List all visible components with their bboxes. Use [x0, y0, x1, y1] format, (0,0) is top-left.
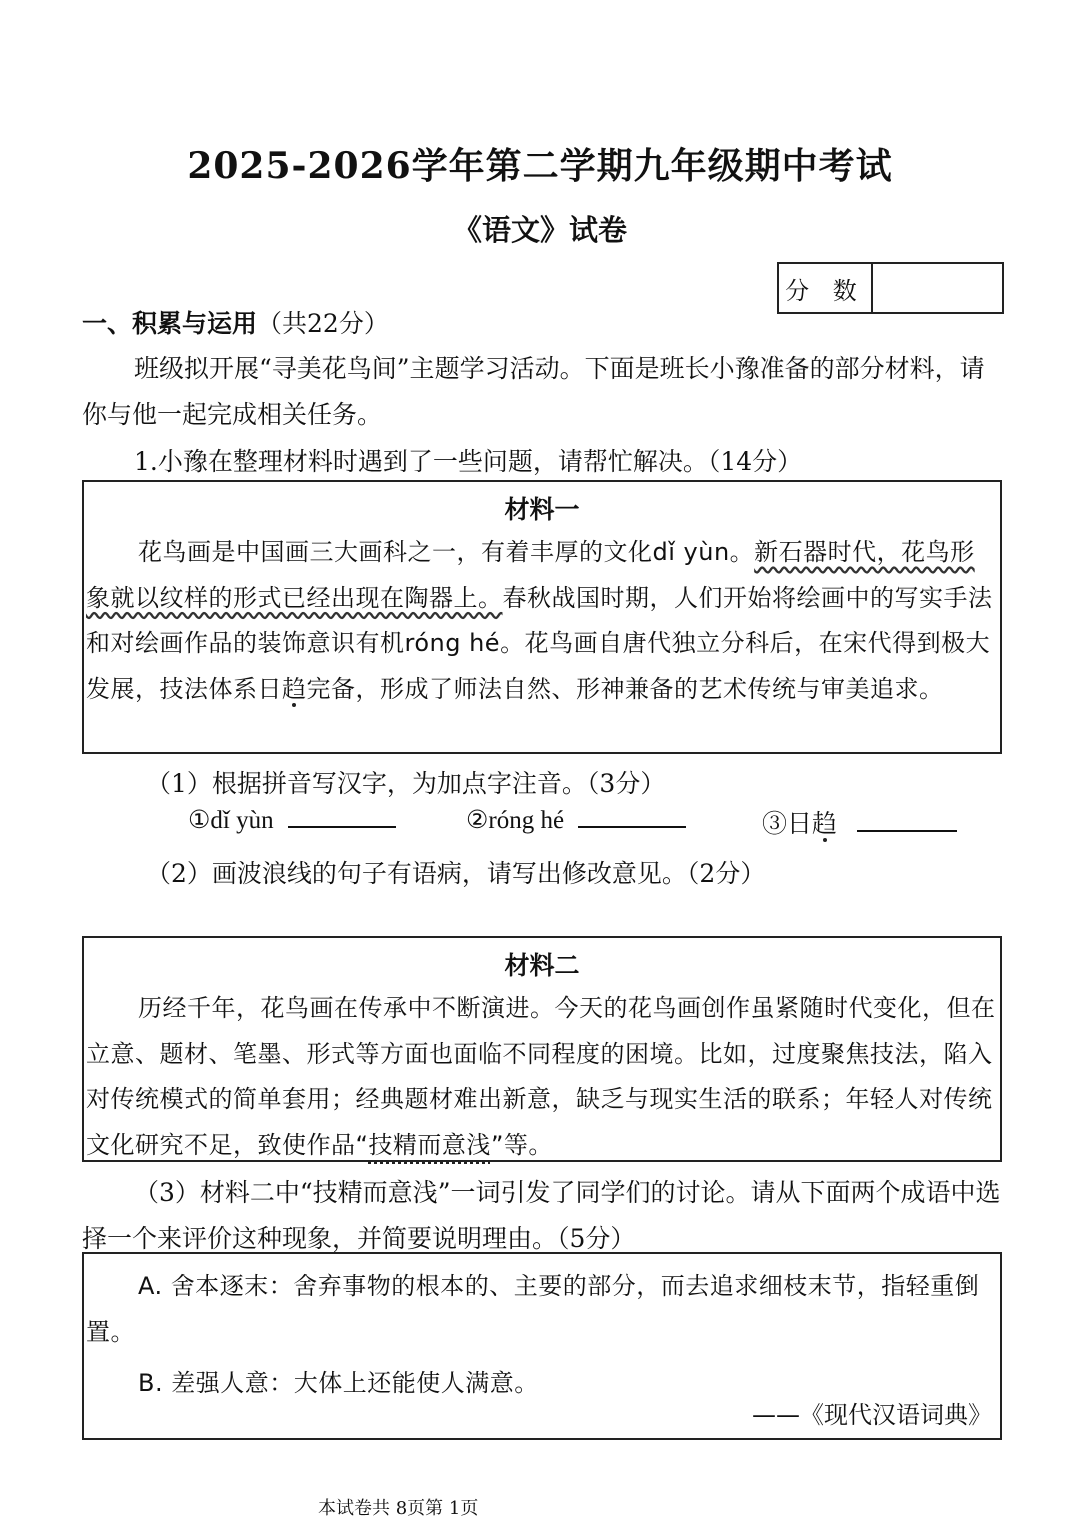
wavy-sentence: 新石器时代，花鸟形象就以纹样的形式已经出现在陶器上。 [86, 538, 975, 612]
score-label: 分 数 [779, 264, 873, 312]
exam-title: 2025-2026学年第二学期九年级期中考试 [187, 145, 893, 187]
pinyin-b-label: ②róng hé [466, 807, 565, 834]
pinyin-a-label: ①dǐ yùn [188, 807, 274, 834]
idiom-b: B. 差强人意：大体上还能使人满意。 [138, 1369, 539, 1397]
section-intro: 班级拟开展“寻美花鸟间”主题学习活动。下面是班长小豫准备的部分材料，请你与他一起完成相关任务。 [82, 354, 985, 429]
material-1-part2: 春秋战国时期，人们开始将绘画中的写实手法和对绘画作品的装饰意识有机róng hé。花鸟画自唐代独立分科后，在宋代得到极大发展，技法体系日 [86, 583, 993, 703]
dotted-phrase: 技精而意浅 [368, 1130, 491, 1159]
material-1-title: 材料一 [504, 495, 580, 524]
idiom-source: ——《现代汉语词典》 [752, 1401, 992, 1429]
question-1: 1.小豫在整理材料时遇到了一些问题，请帮忙解决。（14分） [134, 447, 803, 476]
answer-blank-c[interactable] [857, 808, 957, 832]
section-heading [82, 304, 389, 340]
score-box [777, 262, 1004, 314]
section-points: （共22分） [257, 309, 389, 338]
page-footer: 本试卷共 8页第 1页 [318, 1498, 479, 1519]
material-1-part3: 完备，形成了师法自然、形神兼备的艺术传统与审美追求。 [306, 674, 944, 703]
material-1-box [82, 480, 1002, 754]
pinyin-b [466, 804, 686, 835]
pinyin-c [762, 804, 957, 840]
section-title: 一、积累与运用 [82, 309, 258, 338]
pinyin-c-dotted: 趋 [812, 809, 838, 838]
exam-subtitle: 《语文》试卷 [452, 213, 627, 247]
idiom-a: A. 舍本逐末：舍弃事物的根本的、主要的部分，而去追求细枝末节，指轻重倒置。 [86, 1272, 980, 1346]
material-2-part2: ”等。 [490, 1130, 553, 1159]
material-2-part1: 历经千年，花鸟画在传承中不断演进。今天的花鸟画创作虽紧随时代变化，但在立意、题材、笔墨、形式等方面也面临不同程度的困境。比如，过度聚焦技法，陷入对传统模式的简单套用；经典题材难出新意，缺乏与现实生活的联系；年轻人对传统文化研究不足，致使作品“ [86, 994, 996, 1159]
material-1-text [84, 530, 1000, 712]
question-1-1: （1）根据拼音写汉字，为加点字注音。（3分） [146, 769, 666, 798]
pinyin-a [188, 804, 396, 835]
answer-blank-b[interactable] [578, 804, 686, 828]
material-2-text [84, 986, 1000, 1168]
question-1-2: （2）画波浪线的句子有语病，请写出修改意见。（2分） [146, 859, 766, 888]
material-2-box [82, 936, 1002, 1162]
material-1-part1: 花鸟画是中国画三大画科之一，有着丰厚的文化dǐ yùn。 [138, 538, 755, 566]
dotted-char: 趋 [282, 674, 307, 703]
question-1-3: （3）材料二中“技精而意浅”一词引发了同学们的讨论。请从下面两个成语中选择一个来评价这种现象，并简要说明理由。（5分） [82, 1178, 1001, 1253]
score-value-field[interactable] [873, 264, 1002, 312]
idiom-box [82, 1252, 1002, 1440]
pinyin-c-label: ③日 [762, 809, 813, 838]
material-2-title: 材料二 [504, 951, 580, 980]
answer-blank-a[interactable] [288, 804, 396, 828]
